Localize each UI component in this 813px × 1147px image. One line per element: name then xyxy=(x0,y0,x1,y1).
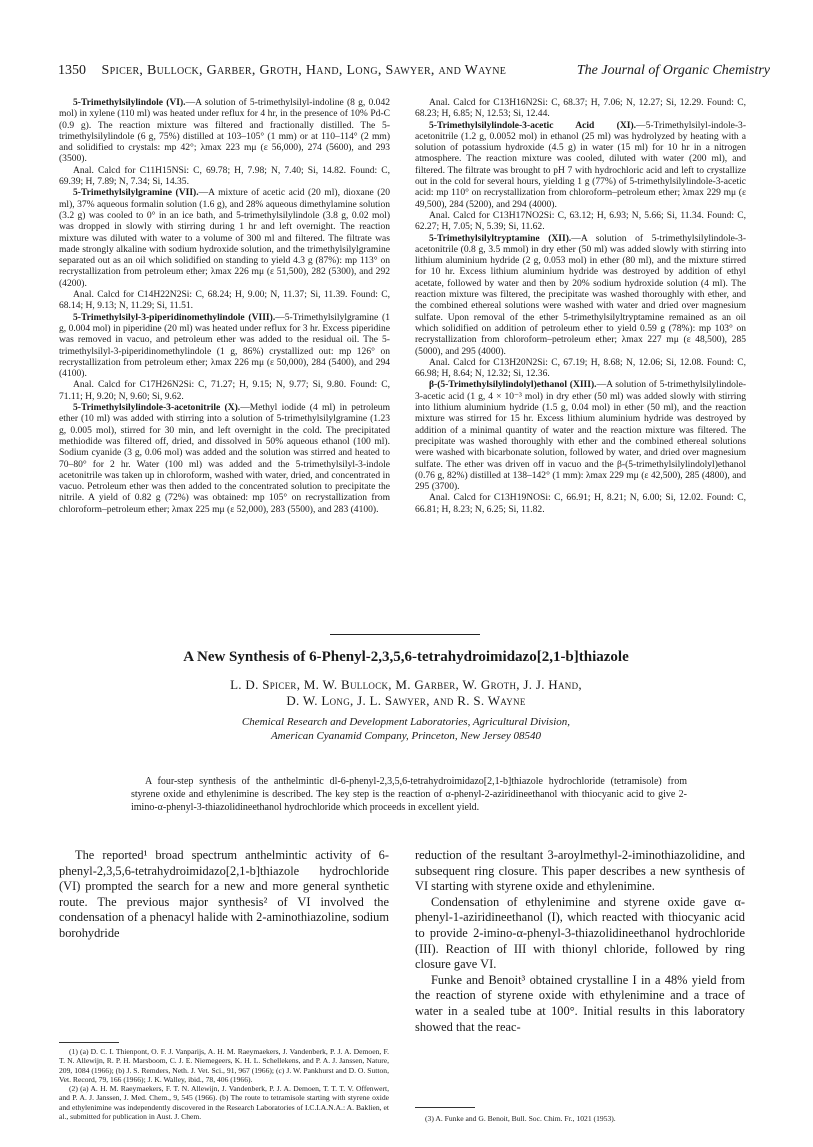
footnote: (2) (a) A. H. M. Raeymaekers, F. T. N. Allewijn, J. Vandenberk, P. J. A. Demoen, T. T. T. V. Offenwert, and P. A. J. Janssen, J. Med. Chem., 9, 545 (1966). (b) The route to tetramisole starting with styrene oxide and ethylenimine was independently discovered in the Research Laboratories of I.C.I.A.N.A.: A. Baklien, et al., submitted for publication in Aust. J. Chem. xyxy=(59,1084,389,1122)
experimental-left-column xyxy=(59,97,390,515)
running-header xyxy=(58,63,770,81)
experimental-paragraph xyxy=(59,97,390,165)
experimental-paragraph xyxy=(415,379,746,492)
body-paragraph: The reported¹ broad spectrum anthelmintic activity of 6-phenyl-2,3,5,6-tetrahydroimidazo[2,1-b]thiazole hydrochloride (VI) prompted the search for a new and more general synthetic route. The previous major synthesis² of VI involved the condensation of a phenacyl halide with 2-aminothiazoline, sodium borohydride xyxy=(59,848,389,940)
paragraph-text: —A solution of 5-trimethylsilylindole-3-acetonitrile (0.8 g, 3.5 mmol) in dry ether (50 ml) was added slowly with stirring into lithium aluminium hydride (2 g, 0.053 mol) in ether (80 ml), and the mixture stirred for 10 hr. Excess lithium aluminium hydride was destroyed by addition of ethyl acetate, followed by water and then by 20% sodium hydroxide solution (4 ml). The reaction mixture was filtered, the precipitate was washed thoroughly with ether, and the combined ethereal solutions were washed with water and dried over magnesium sulfate. Upon removal of the ether 5-trimethylsilyltryptamine remained as an oil which solidified on addition of petroleum ether to yield 0.59 g (78%): mp 103° on recrystallization from chloroform–petroleum ether; λmax 227 mμ (ε 48,500), 285 (5000), and 295 (4000). xyxy=(415,232,746,357)
compound-heading: 5-Trimethylsilyl-3-piperidinomethylindole (VIII). xyxy=(73,311,276,323)
experimental-paragraph xyxy=(59,312,390,380)
experimental-paragraph xyxy=(59,402,390,515)
article-title: A New Synthesis of 6-Phenyl-2,3,5,6-tetrahydroimidazo[2,1-b]thiazole xyxy=(183,649,629,665)
experimental-paragraph xyxy=(415,97,746,120)
body-paragraph: reduction of the resultant 3-aroylmethyl-2-iminothiazolidine, and subsequent ring closure. This paper describes a new synthesis of VI starting with styrene oxide and ethylenimine. xyxy=(415,848,745,894)
article-authors xyxy=(50,677,762,709)
experimental-paragraph xyxy=(59,165,390,188)
paragraph-text: Anal. Calcd for C13H20N2Si: C, 67.19; H, 8.68; N, 12.06; Si, 12.08. Found: C, 66.98; H, 8.64; N, 12.32; Si, 12.36. xyxy=(415,356,746,380)
paragraph-text: Anal. Calcd for C13H16N2Si: C, 68.37; H, 7.06; N, 12.27; Si, 12.29. Found: C, 68.23; H, 6.85; N, 12.53; Si, 12.44. xyxy=(415,97,746,120)
paragraph-text: —Methyl iodide (4 ml) in petroleum ether (10 ml) was added with stirring into a solution of 5-trimethylsilylgramine (1.23 g, 0.005 mol), stirred for 30 min, and left overnight in the cold. The precipitated methiodide was filtered off, dried, and dissolved in 50% aqueous ethanol (100 ml). Sodium cyanide (3 g, 0.06 mol) was added and the solution was stirred and heated to 70–80° for 2 hr. Water (100 ml) was added and the 5-trimethylsilyl-3-indole acetonitrile was taken up in chloroform, washed with water, dried, and concentrated in vacuo. Petroleum ether was then added to the concentrated solution to precipitate the nitrile. A yield of 0.82 g (72%) was obtained: mp 105° on recrystallization from chloroform–petroleum ether; λmax 225 mμ (ε 52,000), 283 (5500), and 283 (4100). xyxy=(59,402,390,515)
experimental-paragraph xyxy=(59,187,390,289)
compound-heading: 5-Trimethylsilylindole (VI). xyxy=(73,97,186,108)
experimental-paragraph xyxy=(415,120,746,210)
paragraph-text: Anal. Calcd for C13H19NOSi: C, 66.91; H, 8.21; N, 6.00; Si, 12.02. Found: C, 66.81; H, 8.23; N, 6.25; Si, 11.82. xyxy=(415,492,746,515)
experimental-right-column xyxy=(415,97,746,515)
paragraph-text: —A solution of 5-trimethylsilyl-indoline (8 g, 0.042 mol) in xylene (110 ml) was heated under reflux for 4 hr, in the presence of 10% Pd-C (0.9 g). The reaction mixture was filtered and fractionally distilled. The 5-trimethylsilylindole (6 g, 75%) distilled at 103–105° (1 mm) or at 110–114° (2 mm) and solidified to crystals: mp 42°; λmax 223 mμ (ε 56,000), 274 (5600), and 293 (3500). xyxy=(59,97,390,165)
page-number: 1350 xyxy=(58,63,86,78)
footnotes-right xyxy=(415,1114,745,1123)
compound-heading: 5-Trimethylsilylgramine (VII). xyxy=(73,187,199,199)
affiliation-line: American Cyanamid Company, Princeton, New Jersey 08540 xyxy=(270,729,542,742)
experimental-paragraph xyxy=(415,357,746,380)
affiliation-line: Chemical Research and Development Laboratories, Agricultural Division, xyxy=(241,716,571,728)
authors-line: D. W. Long, J. L. Sawyer, and R. S. Wayne xyxy=(286,693,526,708)
section-divider xyxy=(330,634,480,635)
footnote-rule xyxy=(415,1107,475,1108)
experimental-paragraph xyxy=(415,210,746,233)
compound-heading: β-(5-Trimethylsilylindolyl)ethanol (XIII). xyxy=(429,379,597,391)
body-right-column xyxy=(415,848,745,1035)
paragraph-text: —5-Trimethylsilyl-indole-3-acetonitrile (1.2 g, 0.0052 mol) in ethanol (25 ml) was hydrolyzed by heating with a solution of potassium hydroxide (4.5 g) in water (15 ml) for 10 hr in a nitrogen atmosphere. The reaction mixture was cooled, diluted with water (200 ml), and filtered. The filtrate was brought to pH 7 with hydrochloric acid and left to crystallize out in the cold for several hours, yielding 1 g (77%) of 5-trimethylsilylindole-3-acetic acid: mp 110° on recrystallization from chloroform–petroleum ether; λmax 229 mμ (ε 49,500), 284 (5200), and 294 (4000). xyxy=(415,119,746,210)
paragraph-text: Anal. Calcd for C17H26N2Si: C, 71.27; H, 9.15; N, 9.77; Si, 9.80. Found: C, 71.11; H, 9.20; N, 9.60; Si, 9.62. xyxy=(59,379,390,402)
experimental-paragraph xyxy=(59,379,390,402)
header-authors: Spicer, Bullock, Garber, Groth, Hand, Long, Sawyer, and Wayne xyxy=(101,63,507,78)
footnote-rule xyxy=(59,1042,119,1043)
journal-name: The Journal of Organic Chemistry xyxy=(576,63,770,78)
body-paragraph: Funke and Benoit³ obtained crystalline I in a 48% yield from the reaction of styrene oxide with ethylenimine and a trace of water in a sealed tube at 100°. Initial results in this laboratory showed that the reac- xyxy=(415,972,745,1034)
paragraph-text: —A mixture of acetic acid (20 ml), dioxane (20 ml), 37% aqueous formalin solution (1.6 g), and 28% aqueous dimethylamine solution (3.2 g) was cooled to 0° in an ice bath, and 5-trimethylsilylindole (3.8 g, 0.02 mol) was dropped in slowly with stirring during 1 hr and left overnight. The reaction mixture was diluted with water to a volume of 300 ml and filtered. The filtrate was made strongly alkaline with sodium hydroxide solution, and the trimethylsilylgramine separated out as an oil which solidified on standing to yield 4.3 g (87%): mp 113° on recrystallization from petroleum ether; λmax 226 mμ (ε 51,500), 282 (5300), and 292 (4200). xyxy=(59,187,390,289)
footnote: (3) A. Funke and G. Benoit, Bull. Soc. Chim. Fr., 1021 (1953). xyxy=(425,1114,616,1123)
footnotes-left xyxy=(59,1047,389,1121)
abstract: A four-step synthesis of the anthelmintic dl-6-phenyl-2,3,5,6-tetrahydroimidazo[2,1-b]thiazole hydrochloride (tetramisole) from styrene oxide and ethylenimine is described. The key step is the reaction of α-phenyl-2-aziridineethanol with thiocyanic acid to give 2-imino-α-phenyl-3-thiazolidineethanol hydrochloride which proceeds in excellent yield. xyxy=(131,776,687,813)
body-paragraph: Condensation of ethylenimine and styrene oxide gave α-phenyl-1-aziridineethanol (I), which reacted with thiocyanic acid to provide 2-imino-α-phenyl-3-thiazolidineethanol hydrochloride (III). Reaction of III with thionyl chloride, followed by ring closure gave VI. xyxy=(415,894,745,972)
paragraph-text: Anal. Calcd for C11H15NSi: C, 69.78; H, 7.98; N, 7.40; Si, 14.82. Found: C, 69.39; H, 7.89; N, 7.34; Si, 14.35. xyxy=(59,164,390,188)
footnote: (1) (a) D. C. I. Thienpont, O. F. J. Vanparijs, A. H. M. Raeymaekers, J. Vandenberk, P. J. A. Demoen, F. T. N. Allewijn, R. P. H. Marsboom, C. J. E. Niemegeers, K. H. L. Schellekens, and P. A. J. Janssen, Nature, 209, 1084 (1966); (b) J. S. Remders, Neth. J. Vet. Sci., 91, 967 (1966); (c) J. W. Pankhurst and D. O. Sutton, Vet. Record, 79, 166 (1966); J. K. Walley, ibid., 78, 406 (1966). xyxy=(59,1047,389,1084)
compound-heading: 5-Trimethylsilylindole-3-acetonitrile (X). xyxy=(73,402,241,414)
experimental-paragraph xyxy=(415,492,746,515)
body-left-column xyxy=(59,848,389,942)
affiliation xyxy=(50,716,762,743)
compound-heading: 5-Trimethylsilyltryptamine (XII). xyxy=(429,232,572,244)
experimental-paragraph xyxy=(59,289,390,312)
paragraph-text: Anal. Calcd for C13H17NO2Si: C, 63.12; H, 6.93; N, 5.66; Si, 11.34. Found: C, 62.27; H, 7.05; N, 5.39; Si, 11.62. xyxy=(415,209,746,233)
paragraph-text: —A solution of 5-trimethylsilylindole-3-acetic acid (1 g, 4 × 10⁻³ mol) in dry ether (50 ml) was added slowly with stirring into lithium aluminium hydride (1.5 g, 0.04 mol) in ether (50 ml), and the reaction mixture was stirred for 15 hr. Excess lithium aluminium hydride was destroyed by addition of a minimal quantity of water and the reaction mixture was filtered. The precipitate was washed thoroughly with ether and the combined ethereal solutions were washed with bicarbonate solution, followed by water, and dried over magnesium sulfate. The ether was driven off in vacuo and the β-(5-trimethylsilylindolyl)ethanol (0.76 g, 82%) distilled at 138–142° (1 mm): λmax 229 mμ (ε 42,500), 285 (4800), and 295 (3700). xyxy=(415,379,747,493)
compound-heading: 5-Trimethylsilylindole-3-acetic Acid (XI). xyxy=(429,119,637,131)
authors-line: L. D. Spicer, M. W. Bullock, M. Garber, W. Groth, J. J. Hand, xyxy=(230,677,582,692)
paragraph-text: —5-Trimethylsilylgramine (1 g, 0.004 mol) in piperidine (20 ml) was heated under reflux for 3 hr. Excess piperidine was removed in vacuo, and petroleum ether was added to the residual oil. The 5-trimethylsilyl-3-piperidinomethylindole (1 g, 86%) crystallized out: mp 126° on recrystallization from petroleum ether; λmax 226 mμ (ε 50,000), 284 (5400), and 294 (4100). xyxy=(59,311,390,380)
experimental-paragraph xyxy=(415,233,746,357)
paragraph-text: Anal. Calcd for C14H22N2Si: C, 68.24; H, 9.00; N, 11.37; Si, 11.39. Found: C, 68.14; H, 9.13; N, 11.29; Si, 11.51. xyxy=(59,289,390,312)
